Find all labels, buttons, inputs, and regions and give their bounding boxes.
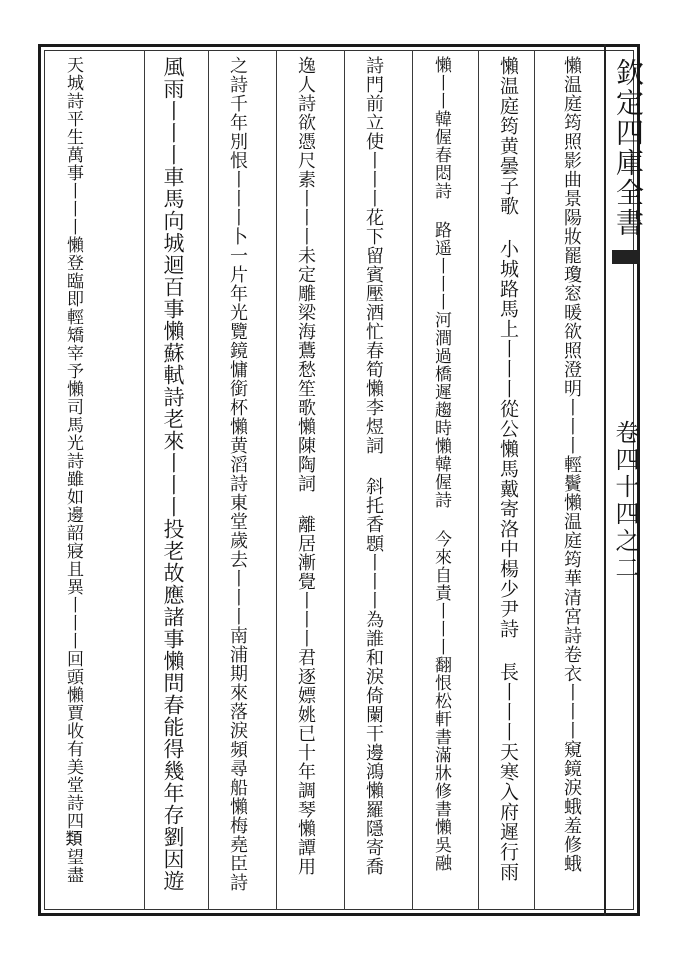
text-column: 懶温庭筠照影曲景陽妝罷瓊窓暖欲照澄明丨丨丨輕鬢懶温庭筠華清宮詩卷衣丨丨丨窺鏡淚蛾羞修蛾 — [561, 56, 582, 873]
column-rule — [208, 50, 209, 910]
column-rule — [412, 50, 413, 910]
text-column: 懶温庭筠黄曇子歌 小城路馬上丨丨丨從公懶馬戴寄洛中楊少尹詩 長丨丨丨天寒入府遲行雨 — [497, 56, 519, 882]
book-title: 欽定四庫全書 — [612, 58, 645, 238]
fishtail-mark — [612, 250, 640, 264]
column-rule — [534, 50, 535, 910]
text-column: 之詩千年別恨丨丨丨卜一片年光覽鏡慵銜杯懶黄滔詩東堂歲去丨丨丨南浦期來落淚頻尋船懶梅堯臣詩 — [227, 56, 248, 892]
text-column: 風雨丨丨丨車馬向城迴百事懶蘇軾詩老來丨丨丨投老故應諸事懶問春能得幾年存劉因遊 — [161, 56, 185, 892]
text-column: 懶丨丨韓偓春悶詩 路遥丨丨丨河澗過橋遲趨時懶韓偓詩 今來自責丨丨丨翻恨松軒書滿牀修書懶吳融 — [431, 56, 451, 872]
column-rule — [144, 50, 145, 910]
text-column: 天城詩平生萬事丨丨丨懶登臨即輕矯宰予懶司馬光詩雖如邊韶寢且異丨丨丨回頭懶賈收有美堂詩四𩔖望盡 — [63, 56, 83, 884]
column-rule — [478, 50, 479, 910]
text-column: 逸人詩欲憑尺素丨丨丨未定雕梁海鷰愁笙歌懶陳陶詞 離居漸覺丨丨丨君逐嫖姚已十年調琴懶譚用 — [295, 56, 316, 876]
inner-border — [44, 50, 634, 910]
column-rule — [344, 50, 345, 910]
volume-label: 卷四十四之二 — [611, 420, 639, 582]
column-rule — [276, 50, 277, 910]
text-column: 詩門前立使丨丨丨花下留賓壓酒忙春筍懶李煜詞 斜托香顋丨丨丨為誰和淚倚闌干邊鴻懶羅隱寄喬 — [363, 56, 384, 876]
